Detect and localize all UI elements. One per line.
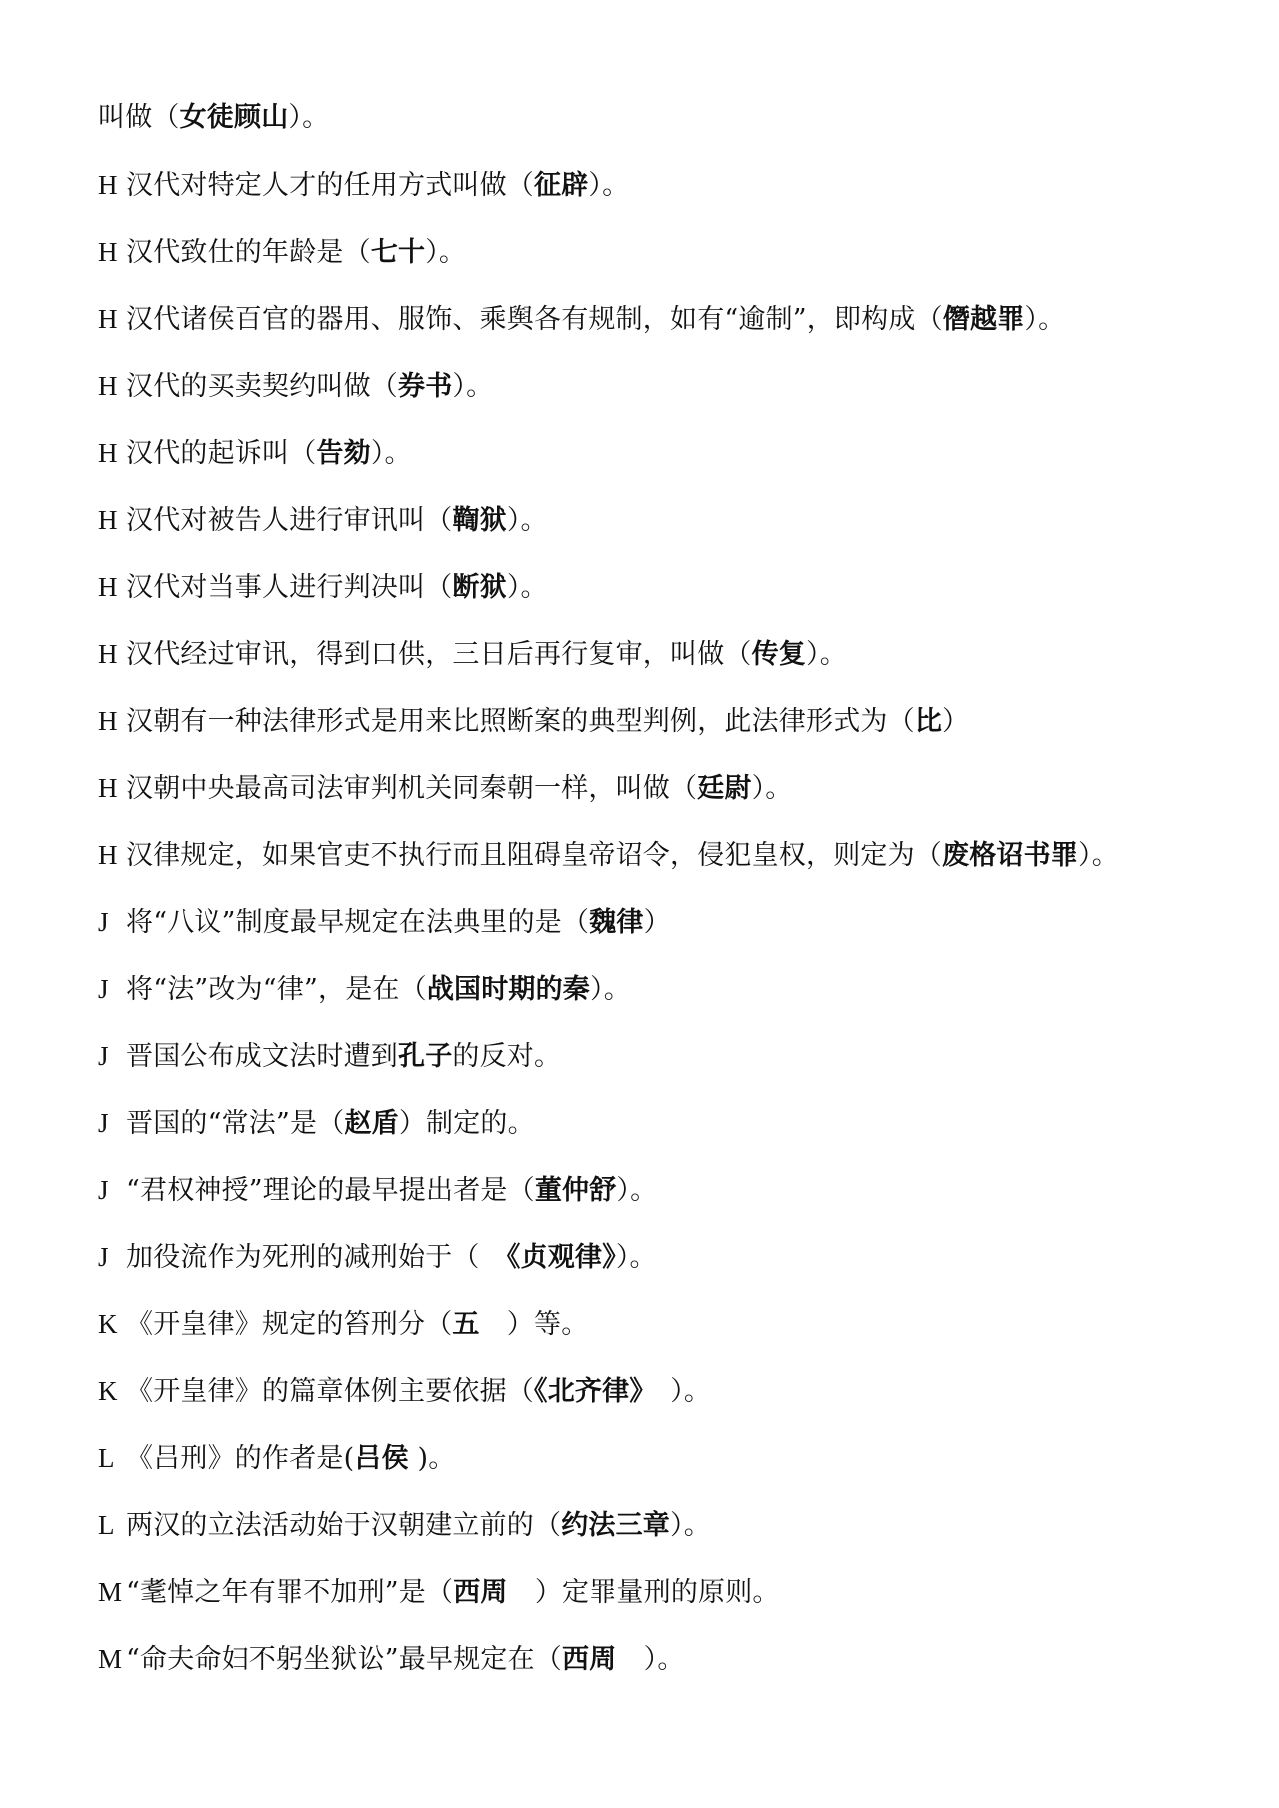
question-text: 汉代对特定人才的任用方式叫做（ [126, 170, 534, 201]
index-letter: K [98, 1376, 118, 1406]
question-line [98, 1438, 1218, 1505]
question-text-tail: ）。 [1078, 840, 1119, 871]
answer-text: 五 [452, 1309, 480, 1340]
question-line [98, 1505, 1218, 1572]
question-line [98, 1103, 1218, 1170]
answer-text: 废格诏书罪 [942, 840, 1078, 871]
question-line [98, 165, 1218, 232]
index-letter: K [98, 1309, 118, 1339]
question-text-tail: ）。 [1024, 304, 1066, 335]
question-text-tail: ）。 [616, 1175, 658, 1206]
answer-text: 廷尉 [697, 773, 752, 804]
question-text: 晋国的“常法”是（ [126, 1108, 345, 1139]
question-line [98, 902, 1218, 969]
question-line [98, 433, 1218, 500]
question-list [98, 98, 1218, 1706]
question-text: 汉代经过审讯，得到口供，三日后再行复审，叫做（ [126, 639, 752, 670]
question-text-tail: ）。 [670, 1510, 711, 1541]
index-letter: H [98, 371, 118, 401]
question-line [98, 1237, 1218, 1304]
index-letter: J [98, 1242, 109, 1272]
question-text: 晋国公布成文法时遭到 [126, 1041, 398, 1072]
index-letter: L [98, 1443, 115, 1473]
question-text-tail: ）。 [806, 639, 847, 670]
question-text: “耄悼之年有罪不加刑”是（ [126, 1577, 454, 1608]
answer-text: 约法三章 [561, 1510, 671, 1541]
index-letter: J [98, 1041, 109, 1071]
question-line [98, 1036, 1218, 1103]
question-text-tail: ） [643, 907, 671, 938]
index-letter: H [98, 706, 118, 736]
question-text-tail: ）。 [370, 438, 412, 469]
answer-text: 战国时期的秦 [426, 974, 591, 1005]
question-text: 两汉的立法活动始于汉朝建立前的（ [126, 1510, 562, 1541]
index-letter: H [98, 572, 118, 602]
answer-text: 传复 [751, 639, 807, 670]
question-text: 汉代致仕的年龄是（ [126, 237, 371, 268]
answer-text: 征辟 [534, 170, 589, 201]
index-letter: H [98, 170, 118, 200]
answer-text: 孔子 [398, 1041, 453, 1072]
question-text: 汉律规定，如果官吏不执行而且阻碍皇帝诏令，侵犯皇权，则定为（ [126, 840, 942, 871]
question-line [98, 366, 1218, 433]
answer-text: 女徒顾山 [179, 102, 289, 133]
answer-text: 僭越罪 [942, 304, 1025, 335]
question-text-tail: ）。 [506, 572, 548, 603]
question-line [98, 768, 1218, 835]
answer-text: 断狱 [452, 572, 507, 603]
index-letter: J [98, 907, 109, 937]
index-letter: H [98, 237, 118, 267]
question-text-tail: ）。 [751, 773, 793, 804]
index-letter: J [98, 1108, 109, 1138]
answer-text: 魏律 [589, 907, 644, 938]
question-line [98, 98, 1218, 165]
answer-text: 券书 [398, 371, 453, 402]
question-text: 将“法”改为“律”，是在（ [126, 974, 427, 1005]
question-line [98, 1639, 1218, 1706]
question-text-tail: ）。 [616, 1644, 685, 1675]
question-text-tail: ）定罪量刑的原则。 [507, 1577, 780, 1608]
question-text: 汉代的买卖契约叫做（ [126, 371, 398, 402]
index-letter: M [98, 1644, 123, 1674]
question-line [98, 1304, 1218, 1371]
question-line [98, 969, 1218, 1036]
question-text-tail: ） [942, 706, 970, 737]
question-line [98, 1170, 1218, 1237]
index-letter: H [98, 773, 118, 803]
question-line [98, 701, 1218, 768]
question-line [98, 835, 1218, 902]
question-text: 汉朝有一种法律形式是用来比照断案的典型判例，此法律形式为（ [126, 706, 915, 737]
answer-text: 西周 [562, 1644, 617, 1675]
question-text: 汉代的起诉叫（ [126, 438, 317, 469]
answer-text: 西周 [453, 1577, 508, 1608]
index-letter: M [98, 1577, 123, 1607]
question-text: 《开皇律》规定的笞刑分（ [126, 1309, 453, 1340]
index-letter: J [98, 974, 109, 1004]
question-text-tail: ）。 [425, 237, 467, 268]
question-text: “命夫命妇不躬坐狱讼”最早规定在（ [126, 1644, 563, 1675]
index-letter: J [98, 1175, 109, 1205]
question-text: 汉代诸侯百官的器用、服饰、乘舆各有规制，如有“逾制”，即构成（ [126, 304, 943, 335]
question-line [98, 299, 1218, 366]
question-text-tail: ）。 [506, 505, 548, 536]
question-line [98, 634, 1218, 701]
answer-text: 告劾 [316, 438, 371, 469]
question-line [98, 500, 1218, 567]
question-text: 《开皇律》的篇章体例主要依据（ [126, 1376, 534, 1407]
answer-text: 吕侯 [354, 1443, 409, 1474]
question-text-tail: ）制定的。 [398, 1108, 535, 1139]
question-line [98, 1371, 1218, 1438]
index-letter: H [98, 840, 118, 870]
question-text-tail: ）。 [615, 1242, 657, 1273]
answer-text: 赵盾 [344, 1108, 399, 1139]
question-text: 汉代对当事人进行判决叫（ [126, 572, 453, 603]
index-letter: H [98, 438, 118, 468]
question-text: 汉朝中央最高司法审判机关同秦朝一样，叫做（ [126, 773, 698, 804]
question-text-tail: )。 [408, 1443, 456, 1474]
index-letter: H [98, 304, 118, 334]
question-text-tail: 的反对。 [452, 1041, 562, 1072]
answer-text: 比 [914, 706, 943, 737]
question-text: 将“八议”制度最早规定在法典里的是（ [126, 907, 590, 938]
question-text-tail: ）。 [590, 974, 631, 1005]
question-text-tail: ）。 [588, 170, 630, 201]
question-line [98, 1572, 1218, 1639]
question-text: 汉代对被告人进行审讯叫（ [126, 505, 453, 536]
question-text: 加役流作为死刑的减刑始于（ [126, 1242, 507, 1273]
answer-text: 七十 [370, 237, 426, 268]
question-text-tail: ）等。 [479, 1309, 589, 1340]
question-line [98, 567, 1218, 634]
answer-text: 鞫狱 [452, 505, 507, 536]
question-line [98, 232, 1218, 299]
answer-text: 董仲舒 [534, 1175, 617, 1206]
question-text: 《吕刑》的作者是( [126, 1443, 355, 1474]
question-text-tail: ）。 [452, 371, 494, 402]
question-text: “君权神授”理论的最早提出者是（ [126, 1175, 535, 1206]
answer-text: 《贞观律》 [506, 1242, 616, 1273]
question-text-tail: ）。 [288, 102, 330, 133]
answer-text: 《北齐律》 [534, 1376, 643, 1407]
index-letter: H [98, 505, 118, 535]
index-letter: H [98, 639, 118, 669]
question-text: 叫做（ [98, 102, 180, 133]
index-letter: L [98, 1510, 115, 1540]
question-text-tail: ）。 [643, 1376, 712, 1407]
